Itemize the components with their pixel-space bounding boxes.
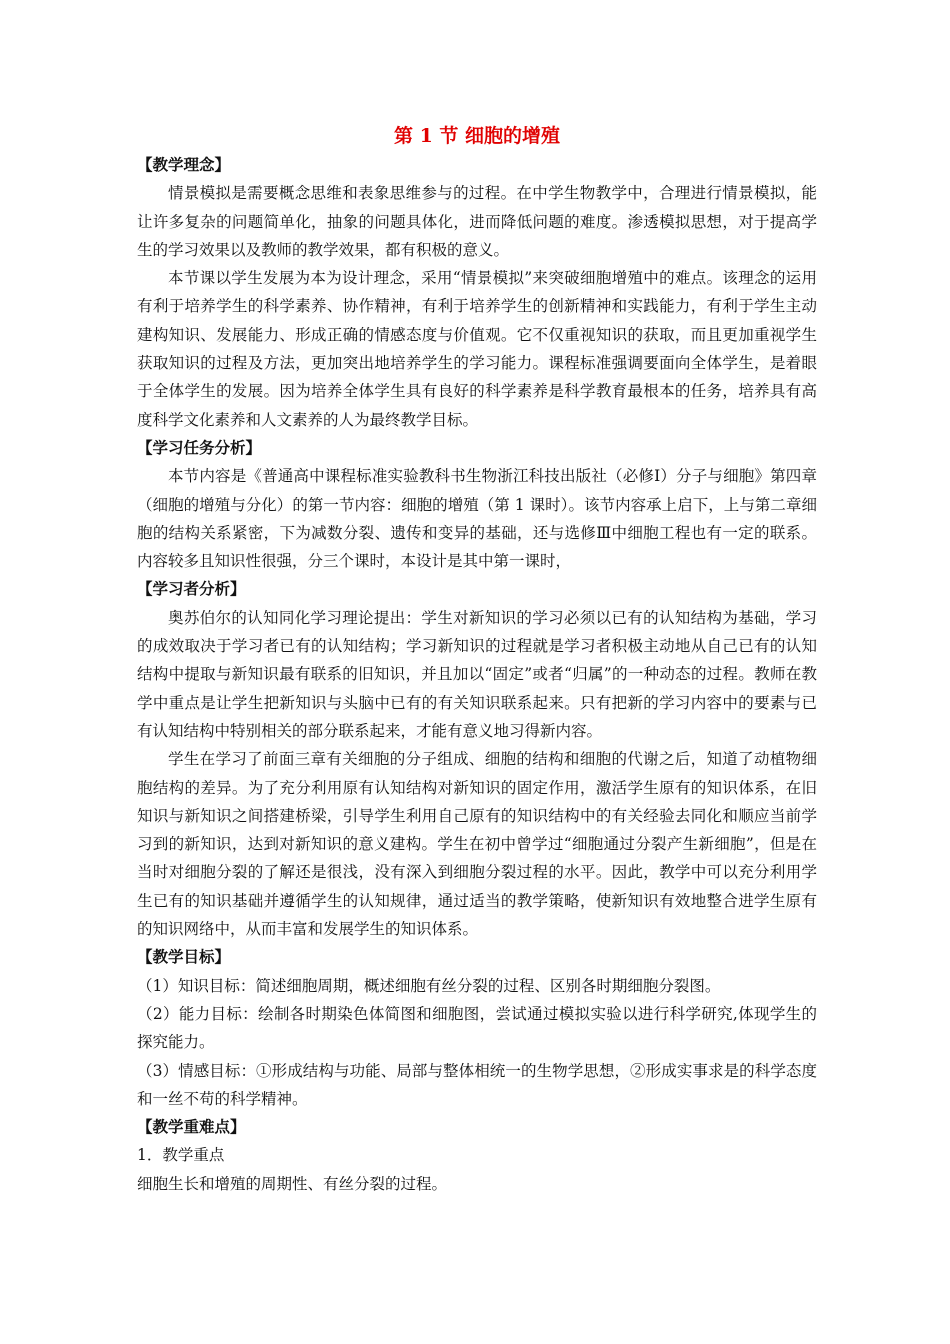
- objective-item: （3）情感目标：①形成结构与功能、局部与整体相统一的生物学思想，②形成实事求是的科学态度和一丝不苟的科学精神。: [137, 1061, 817, 1108]
- objective-item: （2）能力目标：绘制各时期染色体简图和细胞图，尝试通过模拟实验以进行科学研究,体现学生的探究能力。: [137, 1004, 817, 1052]
- paragraph: 本节课以学生发展为本为设计理念，采用“情景模拟”来突破细胞增殖中的难点。该理念的运用有利于培养学生的科学素养、协作精神，有利于培养学生的创新精神和实践能力，有利于学生主动建构知识、发展能力、形成正确的情感态度与价值观。它不仅重视知识的获取，而且更加重视学生获取知识的过程及方法，更加突出地培养学生的学习能力。课程标准强调要面向全体学生，是着眼于全体学生的发展。因为培养全体学生具有良好的科学素养是科学教育最根本的任务，培养具有高度科学文化素养和人文素养的人为最终教学目标。: [137, 269, 817, 429]
- section-heading-task-analysis: 【学习任务分析】: [137, 437, 262, 457]
- paragraph: 学生在学习了前面三章有关细胞的分子组成、细胞的结构和细胞的代谢之后，知道了动植物细胞结构的差异。为了充分利用原有认知结构对新知识的固定作用，激活学生原有的知识体系，在旧知识与新知识之间搭建桥梁，引导学生利用自己原有的知识结构中的有关经验去同化和顺应当前学习到的新知识，达到对新知识的意义建构。学生在初中曾学过“细胞通过分裂产生新细胞”，但是在当时对细胞分裂的了解还是很浅，没有深入到细胞分裂过程的水平。因此，教学中可以充分利用学生已有的知识基础并遵循学生的认知规律，通过适当的教学策略，使新知识有效地整合进学生原有的知识网络中，从而丰富和发展学生的知识体系。: [137, 750, 817, 939]
- paragraph: 本节内容是《普通高中课程标准实验教科书生物浙江科技出版社（必修Ⅰ）分子与细胞》第四章（细胞的增殖与分化）的第一节内容：细胞的增殖（第 1 课时）。该节内容承上启下，上与第二章细胞的结构关系紧密，下为减数分裂、遗传和变异的基础，还与选修Ⅲ中细胞工程也有一定的联系。内容较多且知识性很强，分三个课时，本设计是其中第一课时，: [137, 467, 817, 571]
- paragraph: 情景模拟是需要概念思维和表象思维参与的过程。在中学生物教学中，合理进行情景模拟，能让许多复杂的问题简单化，抽象的问题具体化，进而降低问题的难度。渗透模拟思想，对于提高学生的学习效果以及教师的教学效果，都有积极的意义。: [137, 184, 817, 259]
- document-title: 第 1 节 细胞的增殖: [393, 125, 561, 147]
- section-heading-philosophy: 【教学理念】: [137, 155, 231, 174]
- section-heading-learner-analysis: 【学习者分析】: [137, 579, 246, 599]
- paragraph: 细胞生长和增殖的周期性、有丝分裂的过程。: [137, 1174, 448, 1193]
- section-heading-key-points: 【教学重难点】: [137, 1117, 246, 1137]
- section-heading-objectives: 【教学目标】: [137, 947, 231, 967]
- paragraph: 奥苏伯尔的认知同化学习理论提出：学生对新知识的学习必须以已有的认知结构为基础，学习的成效取决于学习者已有的认知结构；学习新知识的过程就是学习者积极主动地从自己已有的认知结构中提取与新知识最有联系的旧知识，并且加以“固定”或者“归属”的一种动态的过程。教师在教学中重点是让学生把新知识与头脑中已有的有关知识联系起来。只有把新的学习内容中的要素与已有认知结构中特别相关的部分联系起来，才能有意义地习得新内容。: [137, 608, 817, 740]
- subheading-teaching-focus: 1．教学重点: [137, 1146, 225, 1165]
- document-content: [137, 121, 817, 1198]
- objective-item: （1）知识目标：简述细胞周期，概述细胞有丝分裂的过程、区别各时期细胞分裂图。: [137, 976, 721, 995]
